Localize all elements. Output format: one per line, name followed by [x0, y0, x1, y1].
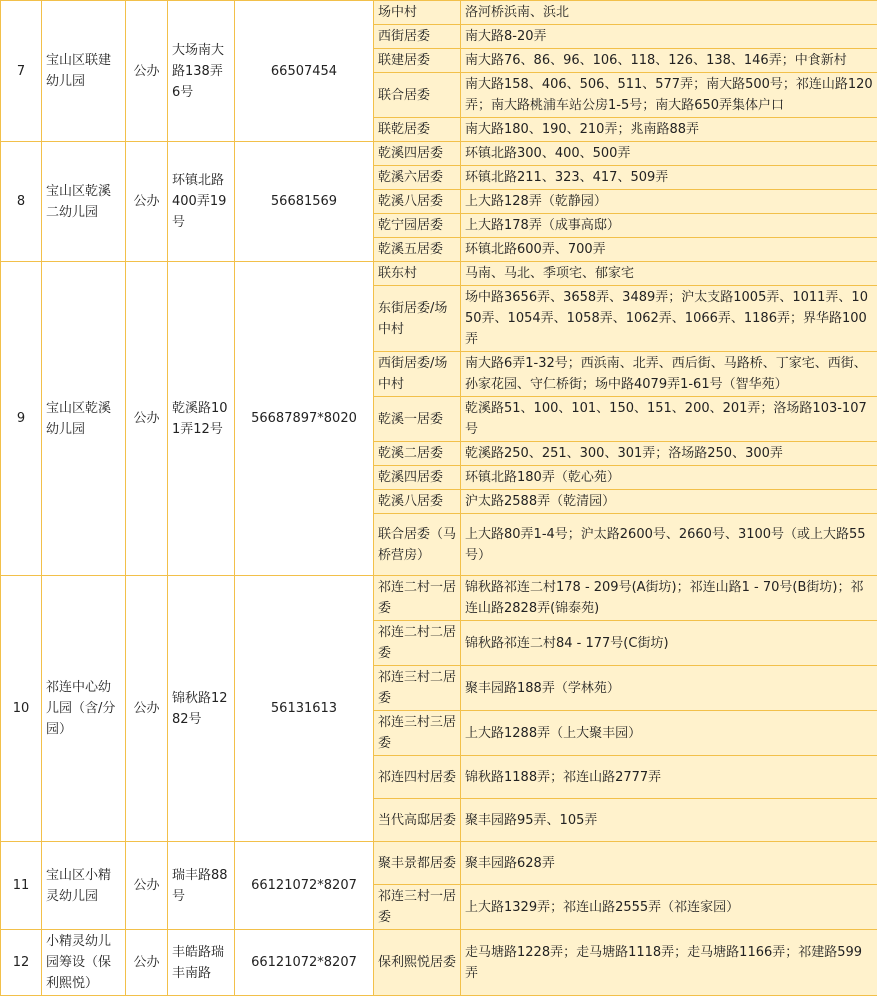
school-address: 乾溪路101弄12号 [168, 262, 235, 576]
area-cell: 南大路8-20弄 [461, 25, 877, 49]
committee-cell: 联合居委 [374, 73, 461, 118]
committee-cell: 乾溪四居委 [374, 466, 461, 490]
committee-cell: 联东村 [374, 262, 461, 286]
school-type: 公办 [126, 576, 168, 842]
school-address: 丰皓路瑞丰南路 [168, 930, 235, 996]
school-number: 8 [1, 142, 42, 262]
committee-cell: 东街居委/场中村 [374, 286, 461, 352]
committee-cell: 祁连四村居委 [374, 756, 461, 799]
area-cell: 上大路80弄1-4号；沪太路2600号、2660号、3100号（或上大路55号） [461, 514, 877, 576]
school-address: 瑞丰路88号 [168, 842, 235, 930]
committee-cell: 乾溪二居委 [374, 442, 461, 466]
school-address: 锦秋路1282号 [168, 576, 235, 842]
school-type: 公办 [126, 142, 168, 262]
school-name: 宝山区联建幼儿园 [42, 1, 126, 142]
committee-cell: 祁连三村三居委 [374, 711, 461, 756]
school-number: 11 [1, 842, 42, 930]
school-name: 宝山区乾溪二幼儿园 [42, 142, 126, 262]
committee-cell: 当代高邸居委 [374, 799, 461, 842]
committee-cell: 保利熙悦居委 [374, 930, 461, 996]
area-cell: 环镇北路211、323、417、509弄 [461, 166, 877, 190]
school-phone: 66121072*8207 [235, 842, 374, 930]
area-cell: 沪太路2588弄（乾清园） [461, 490, 877, 514]
committee-cell: 祁连二村二居委 [374, 621, 461, 666]
area-cell: 锦秋路祁连二村84 - 177号(C街坊) [461, 621, 877, 666]
committee-cell: 乾溪四居委 [374, 142, 461, 166]
area-cell: 南大路158、406、506、511、577弄；南大路500号；祁连山路120弄；南大路桃浦车站公房1-5号；南大路650弄集体户口 [461, 73, 877, 118]
area-cell: 乾溪路51、100、101、150、151、200、201弄；洛场路103-107号 [461, 397, 877, 442]
school-address: 大场南大路138弄6号 [168, 1, 235, 142]
area-cell: 聚丰园路628弄 [461, 842, 877, 885]
table-row [1, 1, 877, 25]
area-cell: 场中路3656弄、3658弄、3489弄；沪太支路1005弄、1011弄、1050弄、1054弄、1058弄、1062弄、1066弄、1186弄；界华路100弄 [461, 286, 877, 352]
committee-cell: 祁连三村二居委 [374, 666, 461, 711]
school-name: 小精灵幼儿园筹设（保利熙悦） [42, 930, 126, 996]
area-cell: 南大路76、86、96、106、118、126、138、146弄；中食新村 [461, 49, 877, 73]
area-cell: 环镇北路180弄（乾心苑） [461, 466, 877, 490]
table-row [1, 142, 877, 166]
area-cell: 聚丰园路95弄、105弄 [461, 799, 877, 842]
school-phone: 56131613 [235, 576, 374, 842]
committee-cell: 西街居委 [374, 25, 461, 49]
school-type: 公办 [126, 930, 168, 996]
school-address: 环镇北路400弄19号 [168, 142, 235, 262]
committee-cell: 乾溪八居委 [374, 190, 461, 214]
committee-cell: 联乾居委 [374, 118, 461, 142]
area-cell: 洛河桥浜南、浜北 [461, 1, 877, 25]
committee-cell: 场中村 [374, 1, 461, 25]
school-name: 宝山区乾溪幼儿园 [42, 262, 126, 576]
area-cell: 锦秋路祁连二村178 - 209号(A街坊)；祁连山路1 - 70号(B街坊)；祁连山路2828弄(锦泰苑) [461, 576, 877, 621]
area-cell: 上大路1329弄；祁连山路2555弄（祁连家园） [461, 885, 877, 930]
school-type: 公办 [126, 1, 168, 142]
area-cell: 马南、马北、季项宅、郁家宅 [461, 262, 877, 286]
school-number: 7 [1, 1, 42, 142]
committee-cell: 联合居委（马桥营房） [374, 514, 461, 576]
area-cell: 上大路178弄（成事高邸） [461, 214, 877, 238]
table-row [1, 930, 877, 996]
area-cell: 环镇北路600弄、700弄 [461, 238, 877, 262]
area-cell: 南大路180、190、210弄；兆南路88弄 [461, 118, 877, 142]
school-phone: 56681569 [235, 142, 374, 262]
school-name: 宝山区小精灵幼儿园 [42, 842, 126, 930]
table-body [1, 1, 877, 996]
committee-cell: 乾溪八居委 [374, 490, 461, 514]
school-type: 公办 [126, 842, 168, 930]
school-number: 10 [1, 576, 42, 842]
school-phone: 66121072*8207 [235, 930, 374, 996]
area-cell: 乾溪路250、251、300、301弄；洛场路250、300弄 [461, 442, 877, 466]
committee-cell: 祁连二村一居委 [374, 576, 461, 621]
school-phone: 66507454 [235, 1, 374, 142]
committee-cell: 乾溪六居委 [374, 166, 461, 190]
area-cell: 南大路6弄1-32号；西浜南、北弄、西后街、马路桥、丁家宅、西街、孙家花园、守仁桥街；场中路4079弄1-61号（智华苑） [461, 352, 877, 397]
area-cell: 上大路1288弄（上大聚丰园） [461, 711, 877, 756]
committee-cell: 祁连三村一居委 [374, 885, 461, 930]
committee-cell: 聚丰景都居委 [374, 842, 461, 885]
area-cell: 走马塘路1228弄；走马塘路1118弄；走马塘路1166弄；祁建路599弄 [461, 930, 877, 996]
school-name: 祁连中心幼儿园（含/分园） [42, 576, 126, 842]
school-type: 公办 [126, 262, 168, 576]
school-number: 12 [1, 930, 42, 996]
table-row [1, 262, 877, 286]
committee-cell: 乾溪五居委 [374, 238, 461, 262]
committee-cell: 西街居委/场中村 [374, 352, 461, 397]
committee-cell: 联建居委 [374, 49, 461, 73]
area-cell: 环镇北路300、400、500弄 [461, 142, 877, 166]
table-row [1, 842, 877, 885]
school-number: 9 [1, 262, 42, 576]
area-cell: 上大路128弄（乾静园） [461, 190, 877, 214]
committee-cell: 乾溪一居委 [374, 397, 461, 442]
committee-cell: 乾宁园居委 [374, 214, 461, 238]
school-phone: 56687897*8020 [235, 262, 374, 576]
area-cell: 聚丰园路188弄（学林苑） [461, 666, 877, 711]
area-cell: 锦秋路1188弄；祁连山路2777弄 [461, 756, 877, 799]
table-row [1, 576, 877, 621]
